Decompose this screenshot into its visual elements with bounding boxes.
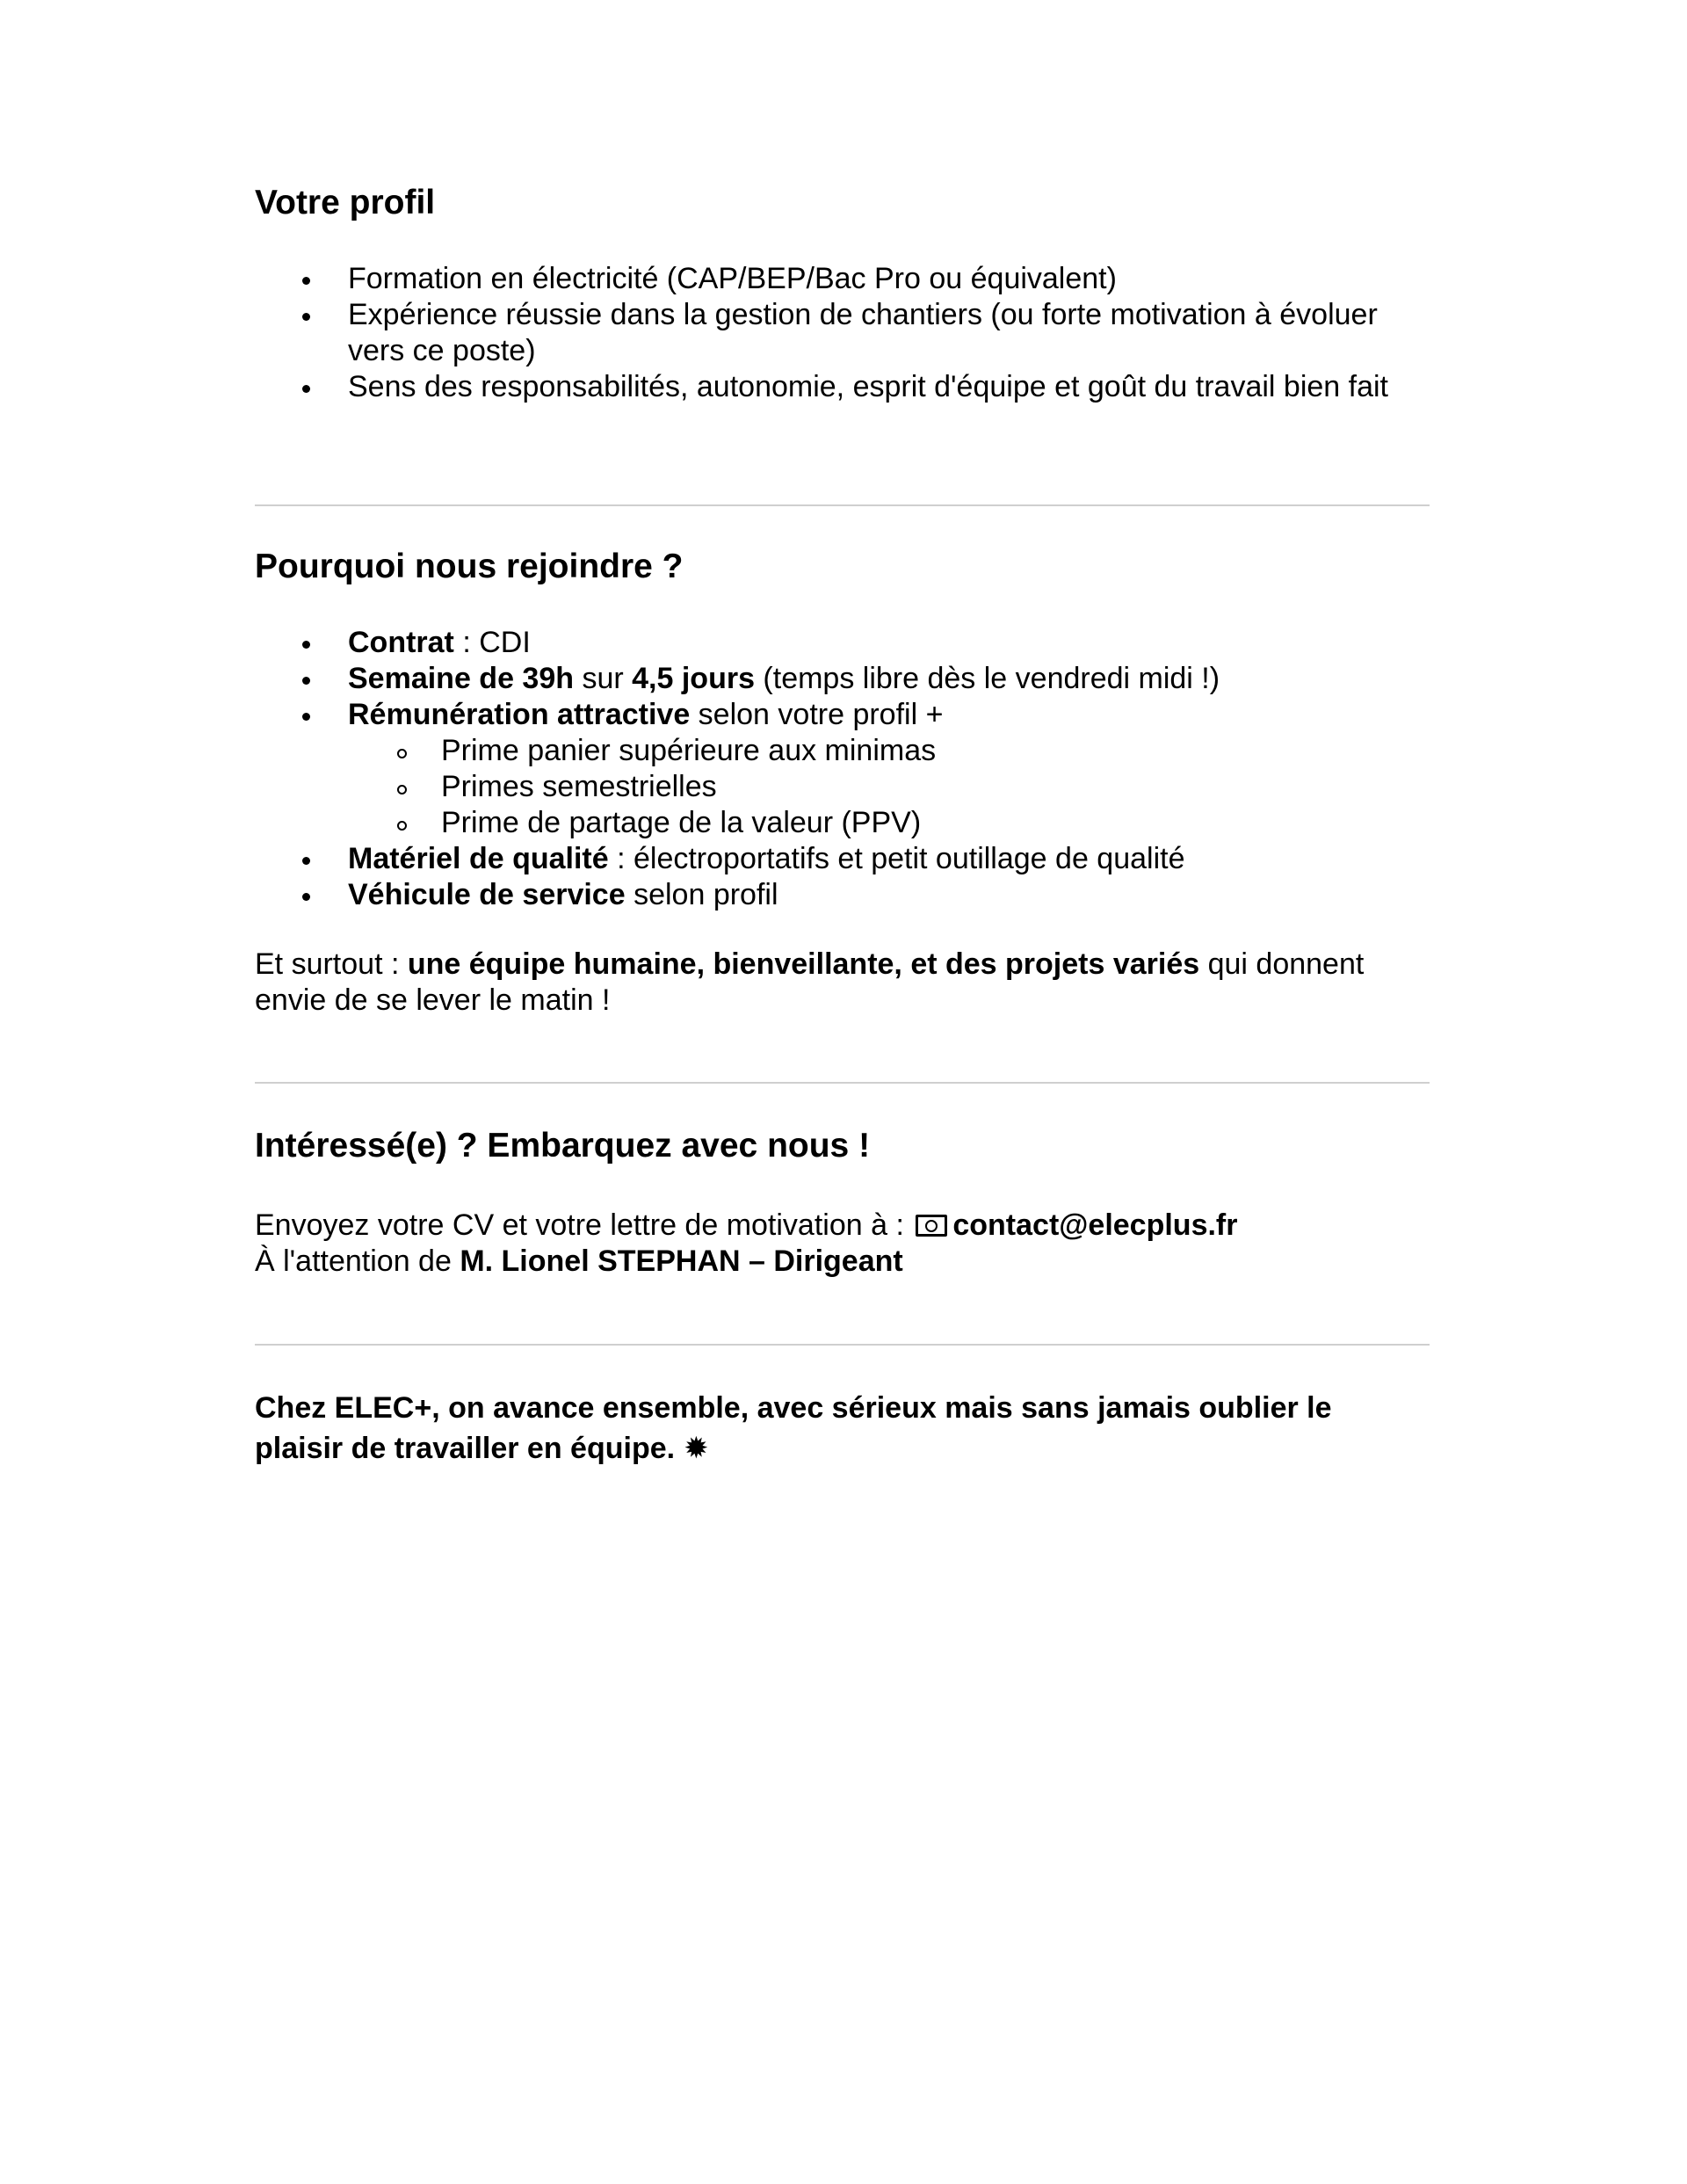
- section-divider: [255, 504, 1430, 506]
- sub-list-item: Prime de partage de la valeur (PPV): [348, 805, 1432, 841]
- bullet-icon: [302, 313, 310, 321]
- surtout-paragraph: Et surtout : une équipe humaine, bienveillante, et des projets variés qui donnent envie de se lever le matin !: [255, 947, 1365, 1017]
- bullet-icon: [302, 857, 310, 865]
- section-divider: [255, 1082, 1430, 1084]
- bullet-icon: [302, 893, 310, 901]
- sub-list-item: Prime panier supérieure aux minimas: [348, 733, 1432, 769]
- list-item: Formation en électricité (CAP/BEP/Bac Pro ou équivalent): [255, 261, 1432, 297]
- list-item: Rémunération attractive selon votre profil + Prime panier supérieure aux minimas Primes semestrielles Prime de partage de la valeur (PPV): [255, 697, 1432, 841]
- envelope-icon: [916, 1215, 947, 1237]
- apply-heading: Intéressé(e) ? Embarquez avec nous !: [255, 1127, 871, 1165]
- circle-bullet-icon: [397, 785, 407, 795]
- bullet-icon: [302, 713, 310, 721]
- list-item: Sens des responsabilités, autonomie, esprit d'équipe et goût du travail bien fait: [255, 369, 1432, 405]
- list-item: Contrat : CDI: [255, 625, 1432, 661]
- send-line: Envoyez votre CV et votre lettre de motivation à : contact@elecplus.fr: [255, 1208, 1238, 1242]
- profile-heading: Votre profil: [255, 184, 436, 221]
- apply-paragraph: [255, 1208, 1432, 1280]
- list-item: Semaine de 39h sur 4,5 jours (temps libre dès le vendredi midi !): [255, 661, 1432, 697]
- list-item: Véhicule de service selon profil: [255, 877, 1432, 913]
- bullet-icon: [302, 385, 310, 393]
- bullet-icon: [302, 641, 310, 649]
- contact-email-link[interactable]: contact@elecplus.fr: [952, 1208, 1238, 1242]
- bullet-icon: [302, 677, 310, 685]
- attention-line: À l'attention de M. Lionel STEPHAN – Dirigeant: [255, 1244, 903, 1278]
- circle-bullet-icon: [397, 821, 407, 831]
- pay-sublist: [348, 733, 1432, 841]
- bullet-icon: [302, 277, 310, 285]
- why-heading: Pourquoi nous rejoindre ?: [255, 548, 684, 585]
- section-divider: [255, 1344, 1430, 1346]
- list-item: Matériel de qualité : électroportatifs et petit outillage de qualité: [255, 841, 1432, 877]
- closing-paragraph: Chez ELEC+, on avance ensemble, avec sérieux mais sans jamais oublier le plaisir de travailler en équipe. ✹: [255, 1391, 1332, 1465]
- sub-list-item: Primes semestrielles: [348, 769, 1432, 805]
- profile-list: [255, 261, 1432, 405]
- sparkle-icon: ✹: [684, 1432, 709, 1465]
- list-item: Expérience réussie dans la gestion de chantiers (ou forte motivation à évoluer vers ce poste): [255, 297, 1432, 369]
- circle-bullet-icon: [397, 749, 407, 758]
- benefits-list: [255, 625, 1432, 913]
